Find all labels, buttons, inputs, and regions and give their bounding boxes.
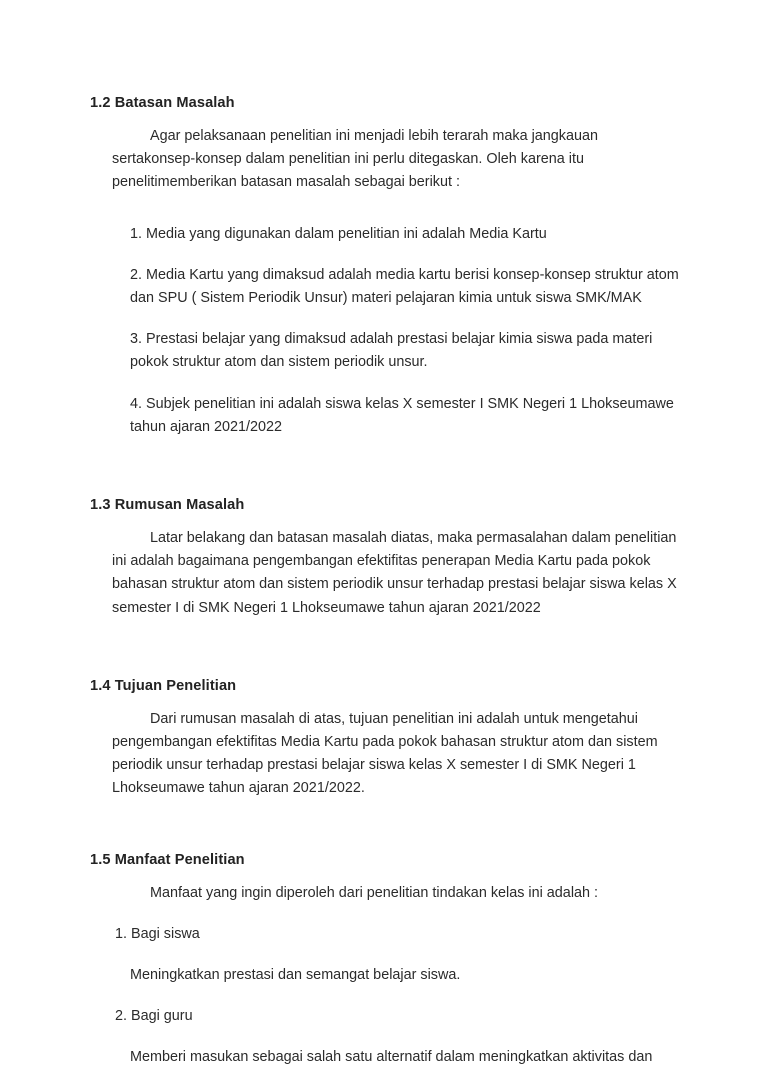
section-heading-1-2: 1.2 Batasan Masalah [90, 95, 235, 111]
manfaat-list [90, 923, 682, 1070]
section-paragraph-1-3: Latar belakang dan batasan masalah diatas, maka permasalahan dalam penelitian ini adalah bagaimana pengembangan efektifitas penerapan Media Kartu pada pokok bahasan struktur atom dan sistem periodik unsur terhadap prestasi belajar siswa kelas X semester I di SMK Negeri 1 Lhokseumawe tahun ajaran 2021/2022 [112, 530, 677, 616]
section-divider-spacer [90, 620, 682, 675]
list-item: 4. Subjek penelitian ini adalah siswa kelas X semester I SMK Negeri 1 Lhokseumawe tahun ajaran 2021/2022 [130, 395, 674, 435]
section-tujuan-penelitian [90, 675, 682, 801]
list-item: 1. Media yang digunakan dalam penelitian ini adalah Media Kartu [130, 225, 547, 242]
list-item: 2. Bagi guru [115, 1008, 193, 1025]
list-item-detail: Meningkatkan prestasi dan semangat belajar siswa. [130, 967, 461, 984]
section-manfaat-penelitian [90, 849, 682, 1070]
section-heading-1-4: 1.4 Tujuan Penelitian [90, 677, 237, 694]
batasan-masalah-list [90, 223, 682, 439]
document-body [90, 92, 682, 1070]
section-rumusan-masalah [90, 494, 682, 620]
section-paragraph-1-5: Manfaat yang ingin diperoleh dari penelitian tindakan kelas ini adalah : [150, 884, 599, 901]
section-heading-1-5: 1.5 Manfaat Penelitian [90, 851, 245, 868]
section-batasan-masalah [90, 92, 682, 439]
section-paragraph-1-4: Dari rumusan masalah di atas, tujuan penelitian ini adalah untuk mengetahui pengembangan efektifitas Media Kartu pada pokok bahasan struktur atom dan sistem periodik unsur terhadap prestasi belajar siswa kelas X semester I di SMK Negeri 1 Lhokseumawe tahun ajaran 2021/2022. [112, 710, 658, 797]
list-item: 3. Prestasi belajar yang dimaksud adalah prestasi belajar kimia siswa pada materi pokok struktur atom dan sistem periodik unsur. [130, 331, 653, 371]
list-item: 1. Bagi siswa [115, 925, 200, 942]
section-heading-1-3: 1.3 Rumusan Masalah [90, 497, 245, 514]
section-paragraph-1-2: Agar pelaksanaan penelitian ini menjadi lebih terarah maka jangkauan sertakonsep-konsep dalam penelitian ini perlu ditegaskan. Oleh karena itu penelitimemberikan batasan masalah sebagai berikut : [112, 128, 599, 191]
list-item: 2. Media Kartu yang dimaksud adalah media kartu berisi konsep-konsep struktur atom dan SPU ( Sistem Periodik Unsur) materi pelajaran kimia untuk siswa SMK/MAK [130, 266, 679, 307]
section-divider-spacer [90, 439, 682, 494]
list-item-detail: Memberi masukan sebagai salah satu alternatif dalam meningkatkan aktivitas dan [130, 1049, 653, 1066]
section-divider-spacer [90, 801, 682, 849]
